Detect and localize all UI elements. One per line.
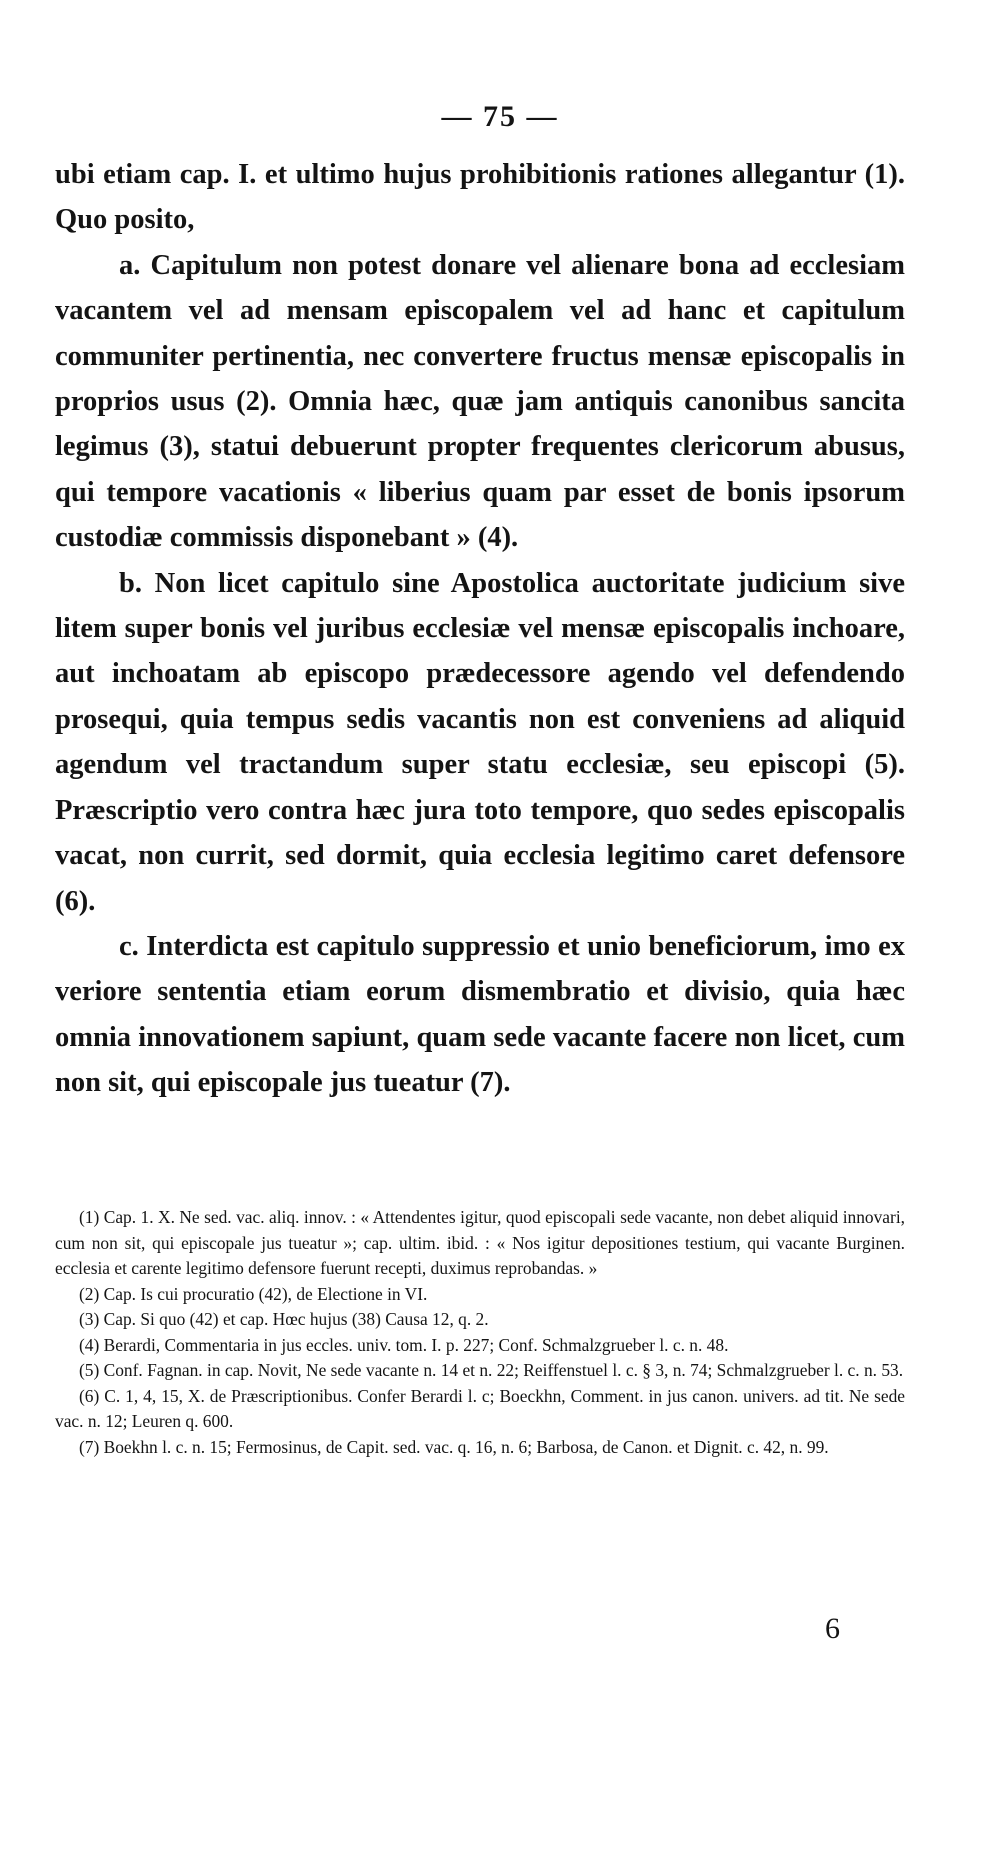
body-text (55, 152, 905, 1106)
body-paragraph-c: c. Interdicta est capitulo suppressio et unio beneficiorum, imo ex veriore sententia etiam eorum dismembratio et divisio, quia hæc omnia innovationem sapiunt, quam sede vacante facere non licet, cum non sit, qui episcopale jus tueatur (7). (55, 930, 905, 1099)
body-paragraph-b: b. Non licet capitulo sine Apostolica auctoritate judicium sive litem super bonis vel juribus ecclesiæ vel mensæ episcopalis inchoare, aut inchoatam ab episcopo prædecessore agendo vel defendendo prosequi, quia tempus sedis vacantis non est conveniens ad aliquid agendum vel tractandum super statu ecclesiæ, seu episcopi (5). Præscriptio vero contra hæc jura toto tempore, quo sedes episcopalis vacat, non currit, sed dormit, quia ecclesia legitimo caret defensore (6). (55, 567, 905, 917)
page-number: — 75 — (441, 100, 559, 133)
body-paragraph-intro: ubi etiam cap. I. et ultimo hujus prohibitionis rationes allegantur (1). Quo posito, (55, 159, 905, 236)
body-paragraph-a: a. Capitulum non potest donare vel alienare bona ad ecclesiam vacantem vel ad mensam episcopalem vel ad hanc et capitulum communiter pertinentia, nec convertere fructus mensæ episcopalis in proprios usus (2). Omnia hæc, quæ jam antiquis canonibus sancita legimus (3), statui debuerunt propter frequentes clericorum abusus, qui tempore vacationis « liberius quam par esset de bonis ipsorum custodiæ commissis disponebant » (4). (55, 249, 905, 554)
footnote-4: (4) Berardi, Commentaria in jus eccles. univ. tom. I. p. 227; Conf. Schmalzgrueber l. c. n. 48. (79, 1334, 729, 1355)
footnote-7: (7) Boekhn l. c. n. 15; Fermosinus, de Capit. sed. vac. q. 16, n. 6; Barbosa, de Canon. et Dignit. c. 42, n. 99. (79, 1436, 829, 1457)
footnote-5: (5) Conf. Fagnan. in cap. Novit, Ne sede vacante n. 14 et n. 22; Reiffenstuel l. c. § 3, n. 74; Schmalzgrueber l. c. n. 53. (79, 1360, 904, 1380)
footnotes (55, 1205, 905, 1460)
footnote-1: (1) Cap. 1. X. Ne sed. vac. aliq. innov. : « Attendentes igitur, quod episcopali sede vacante, non debet aliquid innovari, cum non sit, qui episcopale jus tueatur »; cap. ultim. ibid. : « Nos igitur depositiones testium, qui vacante Burginen. ecclesia et carente legitimo defensore fuerunt recepti, duximus reprobandas. » (55, 1207, 905, 1278)
footnote-3: (3) Cap. Si quo (42) et cap. Hœc hujus (38) Causa 12, q. 2. (79, 1309, 489, 1329)
footnote-6: (6) C. 1, 4, 15, X. de Præscriptionibus. Confer Berardi l. c; Boeckhn, Comment. in jus canon. univers. ad tit. Ne sede vac. n. 12; Leuren q. 600. (55, 1385, 905, 1431)
footnote-2: (2) Cap. Is cui procuratio (42), de Electione in VI. (79, 1283, 428, 1304)
signature-mark: 6 (825, 1612, 840, 1645)
